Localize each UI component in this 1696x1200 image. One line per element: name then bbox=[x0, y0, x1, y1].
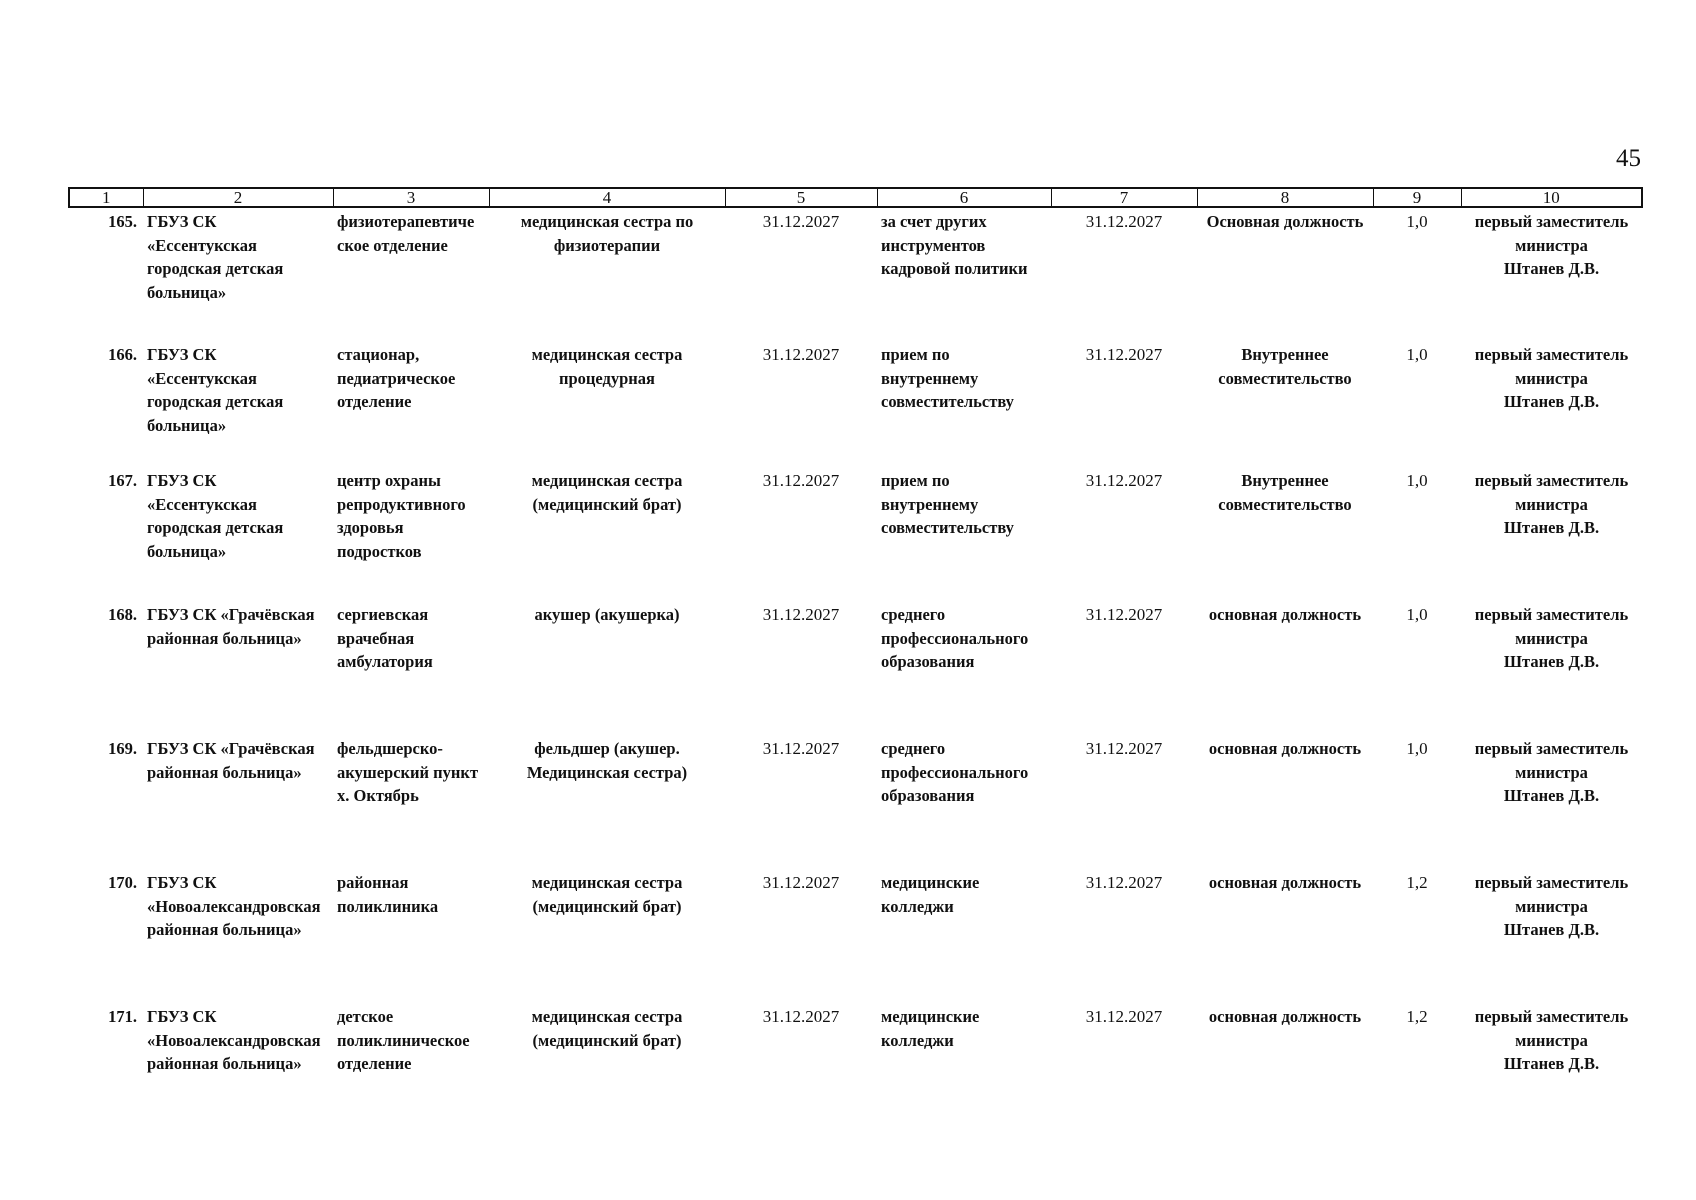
column-number-row bbox=[69, 188, 1642, 207]
organization-name: ГБУЗ СК «Новоалександровская районная больница» bbox=[147, 1007, 321, 1073]
position-title: медицинская сестра (медицинский брат) bbox=[531, 873, 683, 916]
completion-date: 31.12.2027 bbox=[1085, 873, 1163, 892]
table-row bbox=[69, 341, 1642, 467]
responsible-person: первый заместитель министра Штанев Д.В. bbox=[1474, 873, 1629, 939]
organization-name: ГБУЗ СК «Ессентукская городская детская больница» bbox=[147, 471, 284, 561]
column-number: 7 bbox=[1051, 188, 1197, 207]
responsible-person: первый заместитель министра Штанев Д.В. bbox=[1474, 345, 1629, 411]
department-name: физиотерапевтиче ское отделение bbox=[337, 212, 475, 255]
table-row bbox=[69, 207, 1642, 341]
page-number: 45 bbox=[1616, 145, 1641, 172]
responsible-person: первый заместитель министра Штанев Д.В. bbox=[1474, 605, 1629, 671]
employment-type: основная должность bbox=[1208, 873, 1362, 892]
completion-date: 31.12.2027 bbox=[1085, 739, 1163, 758]
position-title: акушер (акушерка) bbox=[534, 605, 680, 624]
table-row bbox=[69, 467, 1642, 601]
table-row bbox=[69, 601, 1642, 735]
deadline-date: 31.12.2027 bbox=[762, 873, 840, 892]
department-name: стационар, педиатрическое отделение bbox=[337, 345, 456, 411]
department-name: сергиевская врачебная амбулатория bbox=[337, 605, 433, 671]
department-name: центр охраны репродуктивного здоровья подростков bbox=[337, 471, 466, 561]
deadline-date: 31.12.2027 bbox=[762, 1007, 840, 1026]
position-title: медицинская сестра (медицинский брат) bbox=[531, 1007, 683, 1050]
employment-type: Основная должность bbox=[1206, 212, 1364, 231]
deadline-date: 31.12.2027 bbox=[762, 212, 840, 231]
organization-name: ГБУЗ СК «Ессентукская городская детская больница» bbox=[147, 345, 284, 435]
row-number: 168. bbox=[108, 605, 137, 624]
staffing-source: прием по внутреннему совместительству bbox=[881, 471, 1014, 537]
position-title: фельдшер (акушер. Медицинская сестра) bbox=[526, 739, 688, 782]
staffing-source: медицинские колледжи bbox=[881, 1007, 980, 1050]
staff-rate: 1,2 bbox=[1406, 873, 1428, 892]
completion-date: 31.12.2027 bbox=[1085, 345, 1163, 364]
completion-date: 31.12.2027 bbox=[1085, 1007, 1163, 1026]
employment-type: основная должность bbox=[1208, 1007, 1362, 1026]
deadline-date: 31.12.2027 bbox=[762, 605, 840, 624]
staff-rate: 1,2 bbox=[1406, 1007, 1428, 1026]
employment-type: Внутреннее совместительство bbox=[1218, 471, 1352, 514]
column-number: 8 bbox=[1197, 188, 1373, 207]
table-row bbox=[69, 1003, 1642, 1129]
staff-rate: 1,0 bbox=[1406, 605, 1428, 624]
table-header bbox=[69, 188, 1642, 207]
staffing-source: среднего профессионального образования bbox=[881, 739, 1029, 805]
row-number: 169. bbox=[108, 739, 137, 758]
organization-name: ГБУЗ СК «Грачёвская районная больница» bbox=[147, 739, 315, 782]
organization-name: ГБУЗ СК «Грачёвская районная больница» bbox=[147, 605, 315, 648]
row-number: 166. bbox=[108, 345, 137, 364]
deadline-date: 31.12.2027 bbox=[762, 345, 840, 364]
completion-date: 31.12.2027 bbox=[1085, 212, 1163, 231]
completion-date: 31.12.2027 bbox=[1085, 605, 1163, 624]
completion-date: 31.12.2027 bbox=[1085, 471, 1163, 490]
staffing-table bbox=[68, 187, 1643, 1129]
row-number: 171. bbox=[108, 1007, 137, 1026]
column-number: 6 bbox=[877, 188, 1051, 207]
deadline-date: 31.12.2027 bbox=[762, 471, 840, 490]
table-row bbox=[69, 869, 1642, 1003]
responsible-person: первый заместитель министра Штанев Д.В. bbox=[1474, 739, 1629, 805]
department-name: детское поликлиническое отделение bbox=[337, 1007, 470, 1073]
employment-type: основная должность bbox=[1208, 739, 1362, 758]
position-title: медицинская сестра (медицинский брат) bbox=[531, 471, 683, 514]
deadline-date: 31.12.2027 bbox=[762, 739, 840, 758]
staff-rate: 1,0 bbox=[1406, 212, 1428, 231]
row-number: 165. bbox=[108, 212, 137, 231]
staffing-source: за счет других инструментов кадровой политики bbox=[881, 212, 1028, 278]
staffing-source: среднего профессионального образования bbox=[881, 605, 1029, 671]
organization-name: ГБУЗ СК «Ессентукская городская детская больница» bbox=[147, 212, 284, 302]
department-name: районная поликлиника bbox=[337, 873, 439, 916]
table-row bbox=[69, 735, 1642, 869]
employment-type: основная должность bbox=[1208, 605, 1362, 624]
staffing-source: прием по внутреннему совместительству bbox=[881, 345, 1014, 411]
column-number: 9 bbox=[1373, 188, 1461, 207]
table-body bbox=[69, 207, 1642, 1129]
position-title: медицинская сестра процедурная bbox=[531, 345, 683, 388]
responsible-person: первый заместитель министра Штанев Д.В. bbox=[1474, 471, 1629, 537]
employment-type: Внутреннее совместительство bbox=[1218, 345, 1352, 388]
responsible-person: первый заместитель министра Штанев Д.В. bbox=[1474, 1007, 1629, 1073]
position-title: медицинская сестра по физиотерапии bbox=[520, 212, 694, 255]
row-number: 167. bbox=[108, 471, 137, 490]
column-number: 1 bbox=[69, 188, 143, 207]
staff-rate: 1,0 bbox=[1406, 345, 1428, 364]
column-number: 3 bbox=[333, 188, 489, 207]
responsible-person: первый заместитель министра Штанев Д.В. bbox=[1474, 212, 1629, 278]
row-number: 170. bbox=[108, 873, 137, 892]
organization-name: ГБУЗ СК «Новоалександровская районная больница» bbox=[147, 873, 321, 939]
column-number: 10 bbox=[1461, 188, 1642, 207]
column-number: 4 bbox=[489, 188, 725, 207]
staffing-source: медицинские колледжи bbox=[881, 873, 980, 916]
department-name: фельдшерско- акушерский пункт х. Октябрь bbox=[337, 739, 479, 805]
staff-rate: 1,0 bbox=[1406, 471, 1428, 490]
staff-rate: 1,0 bbox=[1406, 739, 1428, 758]
column-number: 5 bbox=[725, 188, 877, 207]
column-number: 2 bbox=[143, 188, 333, 207]
staffing-table-container bbox=[68, 187, 1641, 1129]
